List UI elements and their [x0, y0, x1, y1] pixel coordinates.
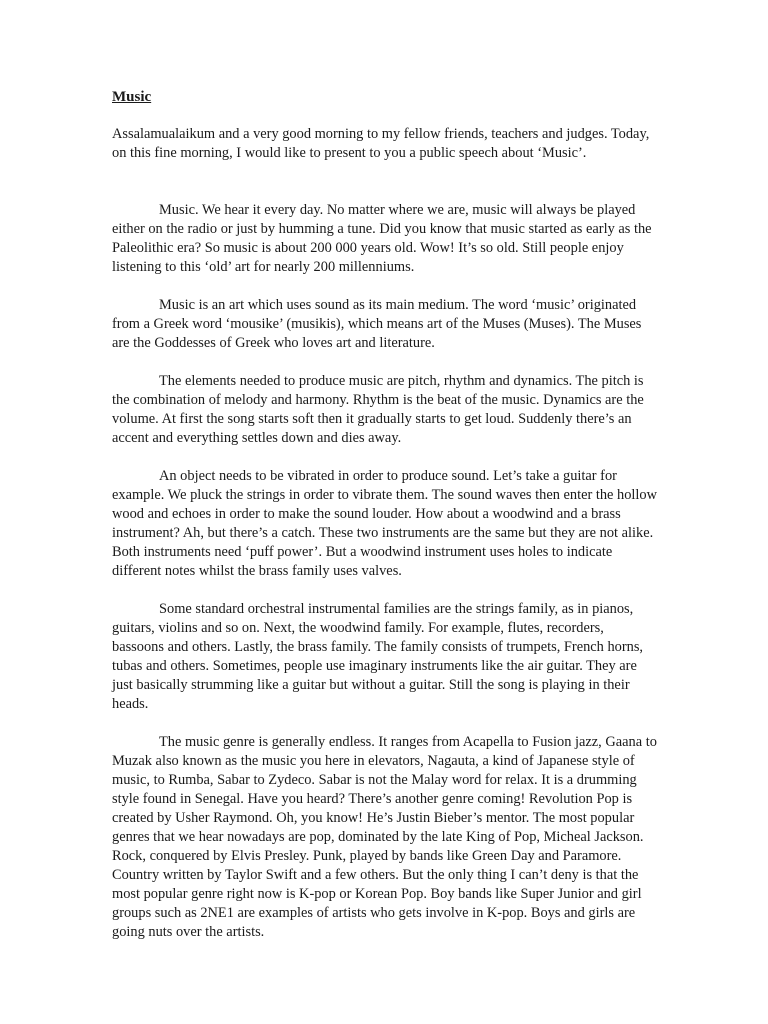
paragraph-definition: Music is an art which uses sound as its main medium. The word ‘music’ originated from a Greek word ‘mousike’ (musikis), which means art of the Muses (Muses). The Muses are the Goddesses of Greek who loves art and literature. [112, 297, 642, 351]
intro-paragraph: Assalamualaikum and a very good morning to my fellow friends, teachers and judges. Today, on this fine morning, I would like to present to you a public speech about ‘Music’. [112, 126, 650, 161]
paragraph-sound: An object needs to be vibrated in order to produce sound. Let’s take a guitar for example. We pluck the strings in order to vibrate them. The sound waves then enter the hollow wood and echoes in order to make the sound louder. How about a woodwind and a brass instrument? Ah, but there’s a catch. These two instruments are the same but they are not alike. Both instruments need ‘puff power’. But a woodwind instrument uses holes to indicate different notes whilst the brass family uses valves. [112, 468, 658, 579]
paragraph-genres: The music genre is generally endless. It ranges from Acapella to Fusion jazz, Gaana to Muzak also known as the music you here in elevators, Nagauta, a kind of Japanese style of music, to Rumba, Sabar to Zydeco. Sabar is not the Malay word for relax. It is a drumming style found in Senegal. Have you heard? There’s another genre coming! Revolution Pop is created by Usher Raymond. Oh, you know! He’s Justin Bieber’s mentor. The most popular genres that we hear nowadays are pop, dominated by the late King of Pop, Micheal Jackson. Rock, conquered by Elvis Presley. Punk, played by bands like Green Day and Paramore. Country written by Taylor Swift and a few others. But the only thing I can’t deny is that the most popular genre right now is K-pop or Korean Pop. Boy bands like Super Junior and girl groups such as 2NE1 are examples of artists who gets involve in K-pop. Boys and girls are going nuts over the artists. [112, 734, 657, 940]
paragraph-instrument-families: Some standard orchestral instrumental families are the strings family, as in pianos, guitars, violins and so on. Next, the woodwind family. For example, flutes, recorders, bassoons and others. Lastly, the brass family. The family consists of trumpets, French horns, tubas and others. Sometimes, people use imaginary instruments like the air guitar. They are just basically strumming like a guitar but without a guitar. Still the song is playing in their heads. [112, 601, 644, 712]
document-title: Music [112, 89, 152, 105]
paragraph-elements: The elements needed to produce music are pitch, rhythm and dynamics. The pitch is the combination of melody and harmony. Rhythm is the beat of the music. Dynamics are the volume. At first the song starts soft then it gradually starts to get loud. Suddenly there’s an accent and everything settles down and dies away. [112, 373, 644, 446]
paragraph-history: Music. We hear it every day. No matter where we are, music will always be played either on the radio or just by humming a tune. Did you know that music started as early as the Paleolithic era? So music is about 200 000 years old. Wow! It’s so old. Still people enjoy listening to this ‘old’ art for nearly 200 millenniums. [112, 202, 652, 275]
document-body [112, 88, 658, 961]
